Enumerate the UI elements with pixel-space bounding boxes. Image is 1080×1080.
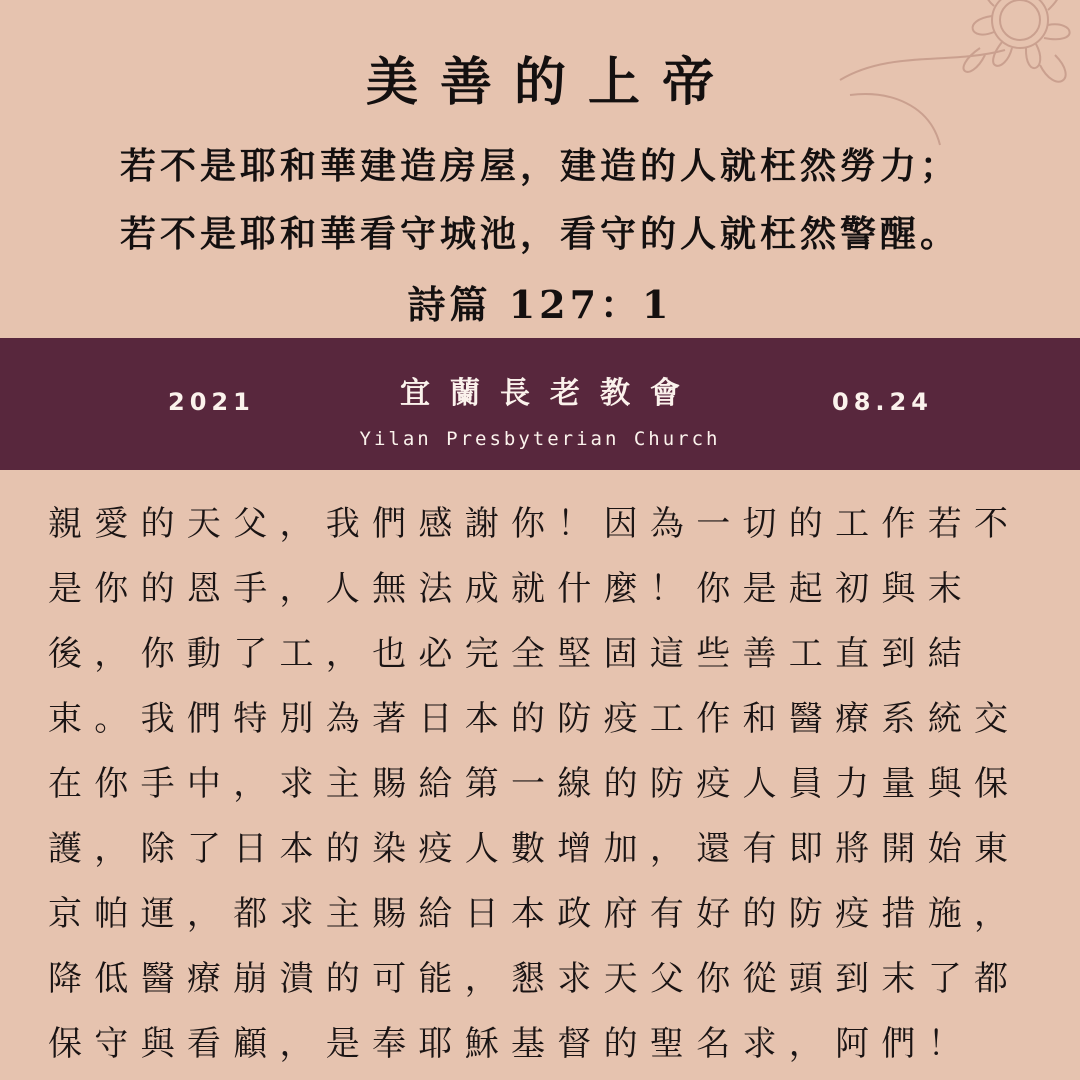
prayer-text: 親愛的天父，我們感謝你！因為一切的工作若不是你的恩手，人無法成就什麼！你是起初與末後，你動了工，也必完全堅固這些善工直到結束。我們特別為著日本的防疫工作和醫療系統交在你手中，求主賜給第一線的防疫人員力量與保護，除了日本的染疫人數增加，還有即將開始東京帕運，都求主賜給日本政府有好的防疫措施，降低醫療崩潰的可能，懇求天父你從頭到末了都保守與看顧，是奉耶穌基督的聖名求，阿們！ <box>48 504 1021 1064</box>
church-name: 宜蘭長老教會 <box>400 376 700 411</box>
date-label: 08.24 <box>832 388 933 416</box>
page-title: 美善的上帝 <box>365 52 736 113</box>
church-name-english: Yilan Presbyterian Church <box>359 428 721 450</box>
church-band <box>0 338 1080 470</box>
header <box>0 0 1080 338</box>
verse-line-2: 若不是耶和華看守城池，看守的人就枉然警醒。 <box>119 213 960 255</box>
year-label: 2021 <box>168 388 255 416</box>
verse-line-1: 若不是耶和華建造房屋，建造的人就枉然勞力； <box>119 145 960 187</box>
verse-reference: 詩篇 127：1 <box>407 282 673 327</box>
